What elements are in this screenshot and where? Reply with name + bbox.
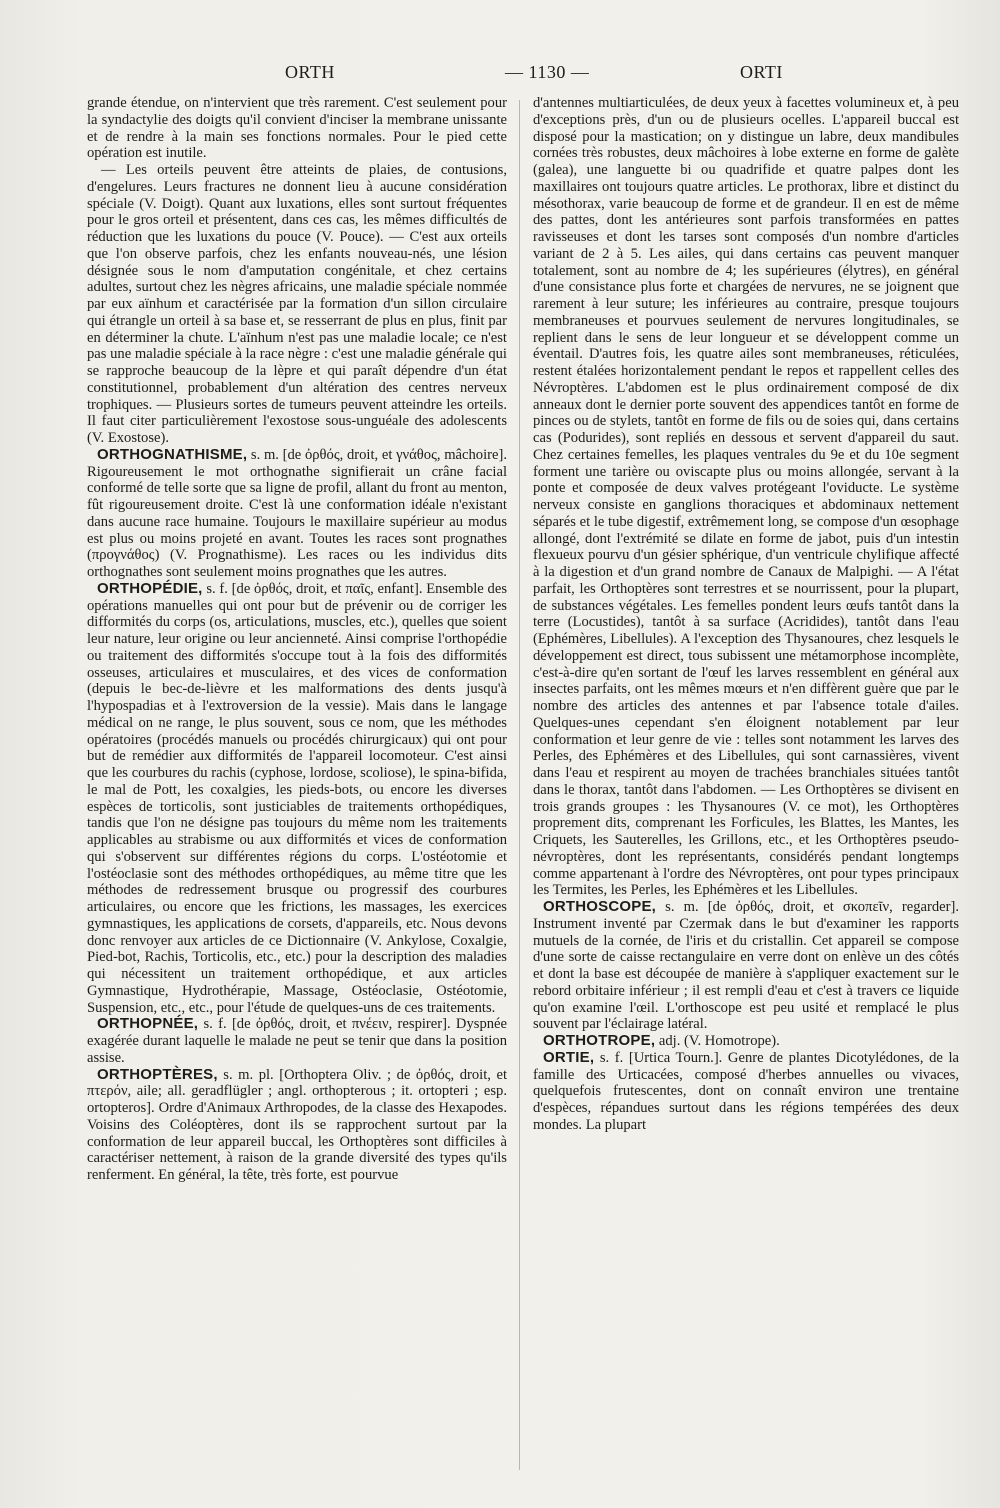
entry-ortie xyxy=(533,1050,959,1134)
page-number: — 1130 — xyxy=(505,62,590,82)
headword-orthoscope: ORTHOSCOPE, xyxy=(543,898,657,915)
headword-orthopnee: ORTHOPNÉE, xyxy=(97,1015,199,1033)
definition-orthognathisme: s. m. [de ὀρθός, droit, et γνάθος, mâchoire]. Rigoureusement le mot orthognathe signifierait un crâne facial conformé de telle sorte que sa ligne de profil, allant du front au menton, fût rigoureusement droite. C'est là une conformation idéale n'existant dans aucune race humaine. Toujours le maxillaire supérieur au modus est plus ou moins projeté en avant. Toutes les races sont prognathes (προγνάθος) (V. Prognathisme). Les races ou les individus dits orthognathes sont seulement moins prognathes que les autres. xyxy=(87,446,507,580)
headword-ortie: ORTIE, xyxy=(543,1048,595,1066)
paragraph-orthopteres-continued: d'antennes multiarticulées, de deux yeux à facettes volumineux et, à peu d'exceptions près, d'un ou de plusieurs ocelles. L'appareil buccal est disposé pour la mastication; on y distingue un labre, deux mandibules cornées très robustes, deux mâchoires à lobe externe en forme de galète (galea), une languette bi ou quadrifide et quatre palpes dont les maxillaires ont toujours quatre articles. Le prothorax, libre et distinct du mésothorax, varie beaucoup de forme et de grandeur. Il en est de même des pattes, dont les antérieures sont parfois transformées en pattes ravisseuses et dont les tarses sont composés d'un nombre d'articles variant de 2 à 5. Les ailes, qui dans certains cas peuvent manquer totalement, sont au nombre de 4; les supérieures (élytres), en général d'une consistance plus forte et chargées de nervures, ne se joignent que rarement à leur suture; les inférieures au contraire, presque toujours membraneuses et pourvues seulement de nervures longitudinales, se replient dans le sens de leur longueur et se développent comme un éventail. D'autres fois, les quatre ailes sont membraneuses, réticulées, restent étalées horizontalement pendant le repos et rappellent celles des Névroptères. L'abdomen est le plus ordinairement composé de dix anneaux dont le dernier porte souvent des appendices tantôt en forme de pinces ou de stylets, tantôt en forme de fils ou de soies qui, dans certains cas (Podurides), sont repliés en dessous et servent d'appareil du saut. Chez certaines femelles, les plaques ventrales du 9e et du 10e segment forment une tarière ou oviscapte plus ou moins allongée, servant à la ponte et composée de deux valves protégeant l'oviducte. Le système nerveux consiste en ganglions thoraciques et abdominaux nettement séparés et le tube digestif, extrêmement long, se compose d'un œsophage allongé, dont l'extrémité se dilate en forme de jabot, puis d'un intestin flexueux pourvu d'un gésier sphérique, d'un ventricule chylifique affecté à la digestion et d'un grand nombre de Canaux de Malpighi. — A l'état parfait, les Orthoptères sont terrestres et se nourrissent, pour la plupart, de substances végétales. Les femelles pondent leurs œufs tantôt dans la terre (Locustides), tantôt à sa surface (Acridides), tantôt dans l'eau (Ephémères, Libellules). A l'exception des Thysanoures, chez lesquels le développement est direct, tous subissent une métamorphose incomplète, c'est-à-dire qu'en sortant de l'œuf les larves ressemblent en général aux insectes parfaits, ont les mêmes mœurs et n'en diffèrent guère que par le nombre des articles des antennes et par l'absence totale d'ailes. Quelques-unes cependant s'en éloignent notablement par leur conformation et leur genre de vie : telles sont notamment les larves des Perles, des Ephémères et des Libellules, qui sont carnassières, vivent dans l'eau et respirent au moyen de trachées branchiales situées tantôt dans le thorax, tantôt dans l'abdomen. — Les Orthoptères se divisent en trois grands groupes : les Thysanoures (V. ce mot), les Orthoptères proprement dits, comprenant les Forficules, les Blattes, les Mantes, les Criquets, les Sauterelles, les Grillons, etc., et les Orthoptères pseudo-névroptères, dont les représentants, considérés pendant longtemps comme appartenant à l'ordre des Névroptères, ont pour types principaux les Termites, les Perles, les Ephémères et les Libellules. xyxy=(533,95,959,899)
entry-orthoscope xyxy=(533,899,959,1033)
running-head xyxy=(90,62,950,86)
definition-orthoscope: s. m. [de ὀρθός, droit, et σκοπεῖν, regarder]. Instrument inventé par Czermak dans le but d'examiner les rapports mutuels de la cornée, de l'iris et du cristallin. Cet appareil se compose d'une sorte de caisse rectangulaire en verre dont on enlève un des côtés et dont la base est découpée de manière à s'appliquer exactement sur le rebord orbitaire inférieur ; il est rempli d'eau et c'est à travers ce liquide qu'on examine l'œil. L'orthoscope est peu usité et remplacé le plus souvent par l'éclairage latéral. xyxy=(533,899,959,1033)
left-column xyxy=(87,95,507,1490)
column-divider xyxy=(519,100,520,1470)
entry-orthotrope xyxy=(533,1033,959,1050)
header-left-keyword: ORTH xyxy=(285,62,335,82)
definition-orthopedie: s. f. [de ὀρθός, droit, et παῖς, enfant]. Ensemble des opérations manuelles qui ont pour but de prévenir ou de corriger les difformités du corps (os, articulations, muscles, etc.), quelles que soient leur nature, leur origine ou leur ancienneté. Ainsi comprise l'orthopédie ou traitement des difformités s'occupe tout à la fois des difformités osseuses, articulaires et musculaires, et des vices de conformation (depuis le bec-de-lièvre et les malformations des dents jusqu'à l'hypospadias et à l'extroversion de la vessie). Mais dans le langage médical on ne range, le plus souvent, sous ce nom, que les méthodes opératoires (procédés manuels ou procédés chirurgicaux) qui ont pour but de remédier aux difformités de l'appareil locomoteur. C'est ainsi que les courbures du rachis (cyphose, lordose, scoliose), le spina-bifida, le mal de Pott, les coxalgies, les pieds-bots, ou encore les diverses espèces de torticolis, sont justiciables de traitements orthopédiques, tandis que l'on ne désigne pas toujours du même nom les traitements applicables au strabisme ou aux difformités et vices de conformation qui s'observent sur différentes régions du corps. L'ostéotomie et l'ostéoclasie sont des méthodes orthopédiques, au même titre que les méthodes de redressement brusque ou progressif des courbures articulaires, ou encore que les frictions, les massages, les exercices gymnastiques, les applications de corsets, d'appareils, etc. Nous devons donc renvoyer aux articles de ce Dictionnaire (V. Ankylose, Coxalgie, Pied-bot, Rachis, Torticolis, etc., etc.) pour la description des maladies qui nécessitent un traitement orthopédique, et aux articles Gymnastique, Hydrothérapie, Massage, Ostéoclasie, Ostéotomie, Suspension, etc., etc., pour l'étude de quelques-uns de ces traitements. xyxy=(87,580,507,1016)
entry-orthopnee xyxy=(87,1016,507,1066)
headword-orthopedie: ORTHOPÉDIE, xyxy=(97,579,203,597)
headword-orthopteres: ORTHOPTÈRES, xyxy=(97,1065,218,1083)
paragraph-orteils: — Les orteils peuvent être atteints de plaies, de contusions, d'engelures. Leurs fractures ne donnent lieu à aucune considération spéciale (V. Doigt). Quant aux luxations, elles sont surtout fréquentes pour le gros orteil et présentent, dans ces cas, les mêmes difficultés de réduction que les luxations du pouce (V. Pouce). — C'est aux orteils que l'on observe parfois, chez les enfants nouveau-nés, une lésion désignée sous le nom d'amputation congénitale, et chez certains adultes, surtout chez les nègres africains, une maladie spéciale nommée par eux aïnhum et caractérisée par la formation d'un sillon circulaire qui étrangle un orteil à sa base et, se resserrant de plus en plus, finit par en déterminer la chute. L'aïnhum n'est pas une maladie locale; ce n'est pas une maladie spéciale à la race nègre : c'est une maladie générale qui se rapproche beaucoup de la lèpre et qui paraît dépendre d'un état constitutionnel, probablement d'un altération des centres nerveux trophiques. — Plusieurs sortes de tumeurs peuvent atteindre les orteils. Il faut citer particulièrement l'exostose sous-unguéale des adolescents (V. Exostose). xyxy=(87,162,507,446)
headword-orthognathisme: ORTHOGNATHISME, xyxy=(97,445,248,463)
definition-orthopteres: s. m. pl. [Orthoptera Oliv. ; de ὀρθός, droit, et πτερόν, aile; all. geradflügler ; angl. orthopterous ; it. ortopteri ; esp. ortopteros]. Ordre d'Animaux Arthropodes, de la classe des Hexapodes. Voisins des Coléoptères, dont ils se rapprochent surtout par la conformation de leur appareil buccal, les Orthoptères sont difficiles à caractériser nettement, à raison de la grande diversité des types qu'ils renferment. En général, la tête, très forte, est pourvue xyxy=(87,1066,507,1183)
headword-orthotrope: ORTHOTROPE, xyxy=(543,1032,656,1049)
definition-ortie: s. f. [Urtica Tourn.]. Genre de plantes Dicotylédones, de la famille des Urticacées, composé d'herbes annuelles ou vivaces, quelquefois frutescentes, dont on connaît environ une trentaine d'espèces, répandues surtout dans les régions tempérées des deux mondes. La plupart xyxy=(533,1049,959,1133)
entry-orthopteres xyxy=(87,1067,507,1184)
entry-orthopedie xyxy=(87,581,507,1017)
header-right-keyword: ORTI xyxy=(740,62,783,82)
entry-orthognathisme xyxy=(87,447,507,581)
paragraph-intro: grande étendue, on n'intervient que très rarement. C'est seulement pour la syndactylie des doigts qu'il convient d'inciser la membrane unissante et de rendre à la main ses fonctions normales. Pour le pied cette opération est inutile. xyxy=(87,95,507,162)
definition-orthopnee: s. f. [de ὀρθός, droit, et πνέειν, respirer]. Dyspnée exagérée durant laquelle le malade ne peut se tenir que dans la position assise. xyxy=(87,1016,507,1066)
definition-orthotrope: adj. (V. Homotrope). xyxy=(658,1033,780,1049)
right-column xyxy=(533,95,959,1490)
